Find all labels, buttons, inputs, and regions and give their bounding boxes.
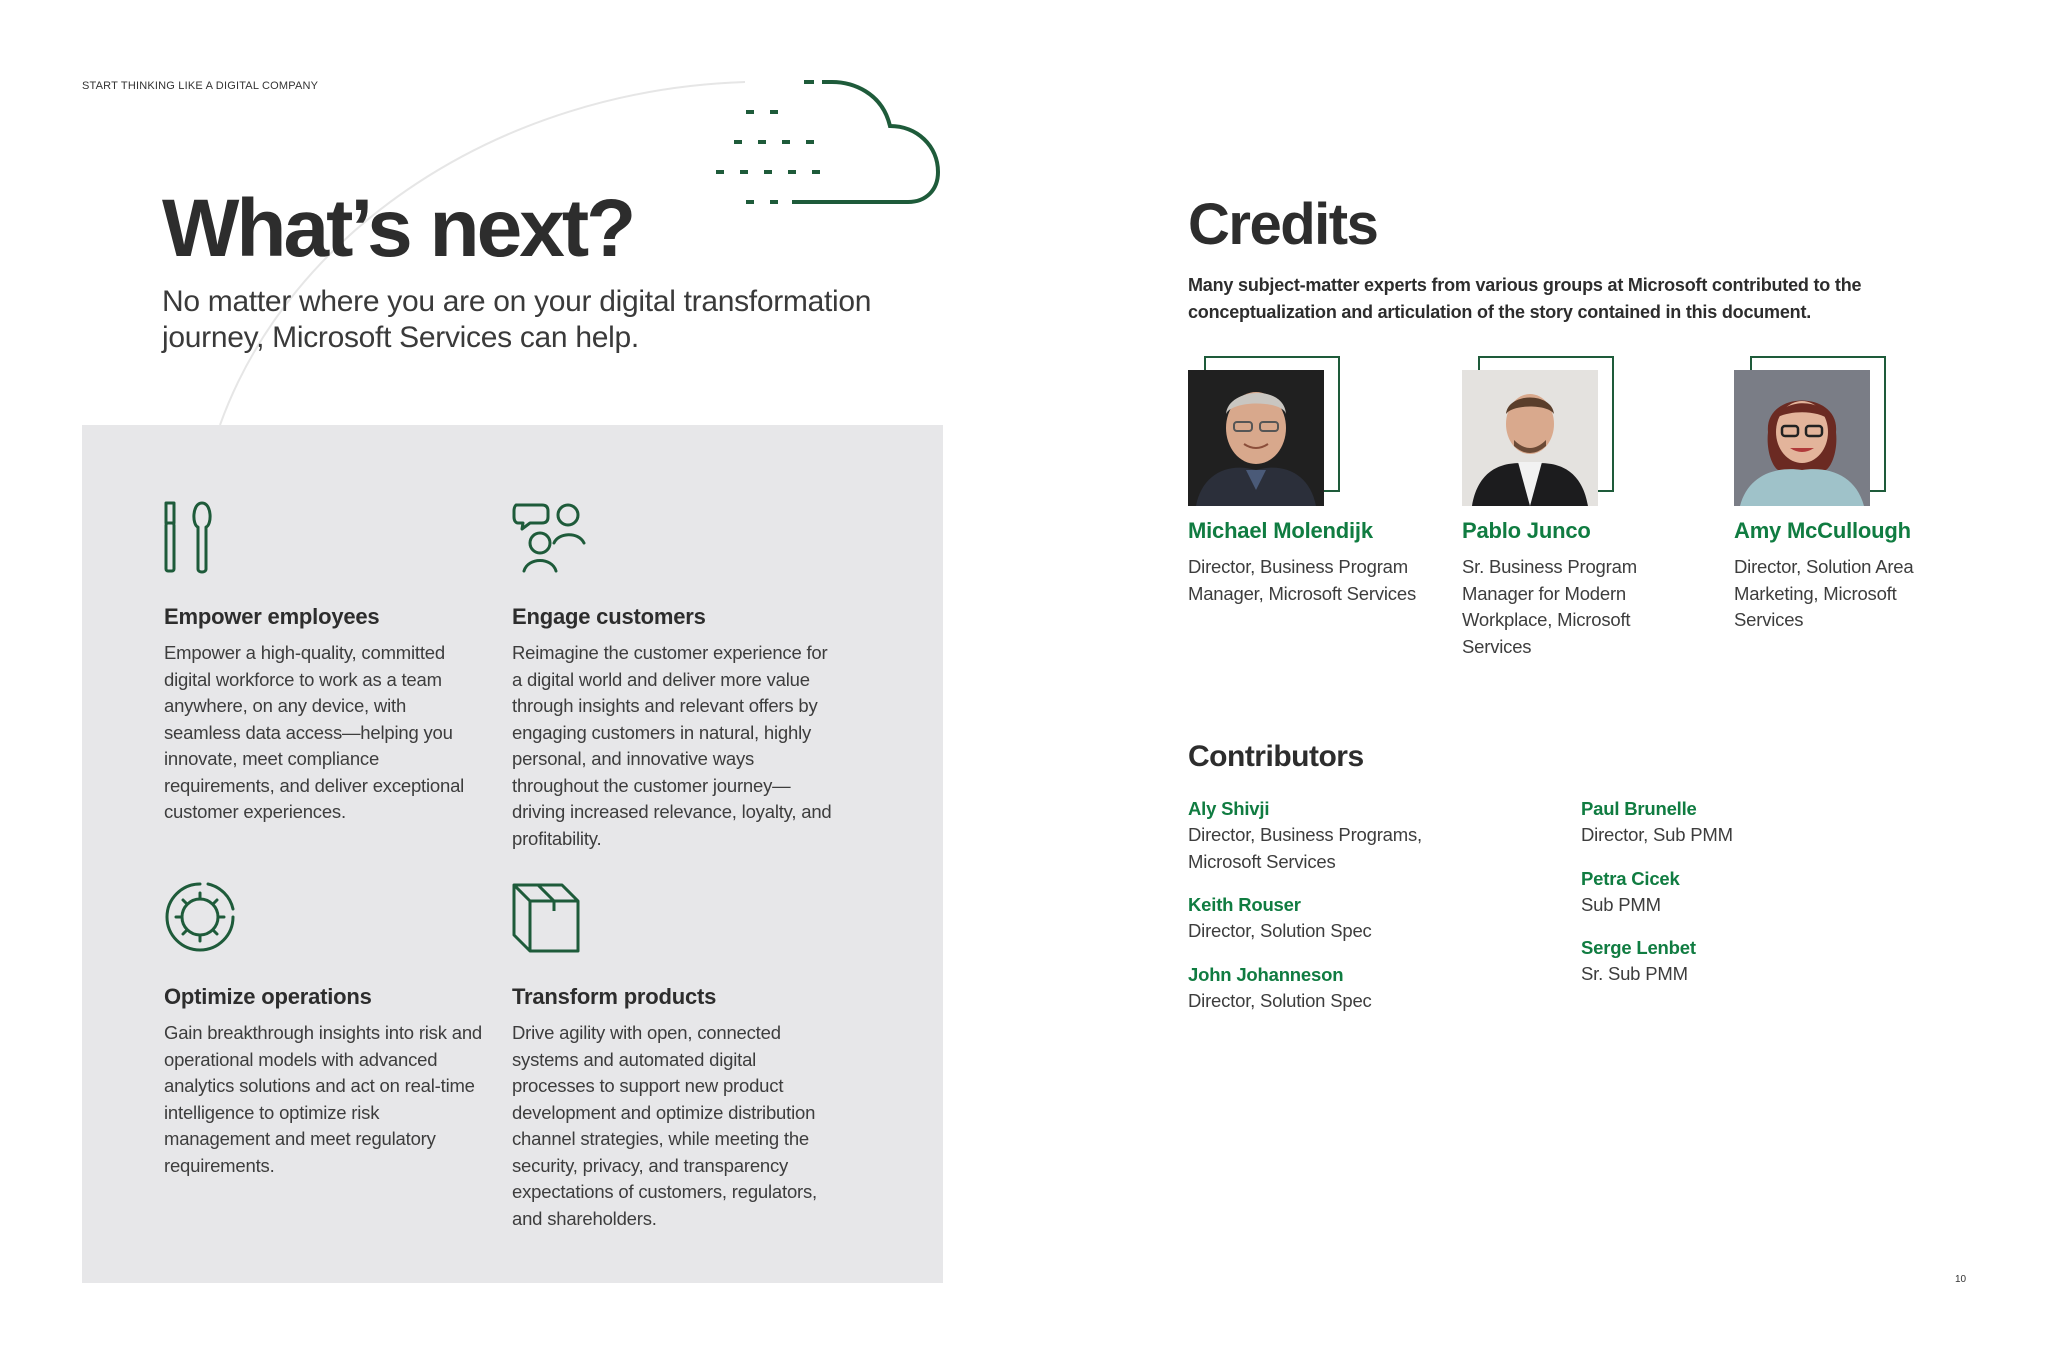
- card-heading: Engage customers: [512, 604, 706, 629]
- card-heading: Empower employees: [164, 604, 380, 629]
- contributor-role: Sub PMM: [1581, 893, 1661, 915]
- contributor-role: Director, Business Programs, Microsoft Services: [1188, 824, 1422, 872]
- contributor-name: Petra Cicek: [1581, 867, 1680, 889]
- credit-person: [1734, 356, 1944, 634]
- contributor-item: [1188, 962, 1548, 1015]
- contributors-title: Contributors: [1188, 740, 1364, 773]
- contributor-name: Keith Rouser: [1188, 894, 1301, 915]
- box-icon: [512, 881, 592, 961]
- credits-title: Credits: [1188, 192, 1378, 257]
- portrait-frame: [1734, 356, 1884, 506]
- eyebrow-text: START THINKING LIKE A DIGITAL COMPANY: [82, 80, 319, 92]
- page-subtitle: No matter where you are on your digital transformation journey, Microsoft Services can help.: [162, 285, 872, 354]
- contributors-column-2: [1581, 796, 1941, 1005]
- contributor-item: [1581, 935, 1941, 988]
- card-body: Drive agility with open, connected systems and automated digital processes to support new product development and optimize distribution channel strategies, while meeting the security, privacy, and transparency expectations of customers, regulators, and shareholders.: [512, 1022, 817, 1229]
- person-role: Director, Solution Area Marketing, Microsoft Services: [1734, 556, 1914, 630]
- page-title: What’s next?: [162, 183, 634, 274]
- card-empower-employees: [164, 501, 484, 826]
- contributor-item: [1188, 892, 1548, 945]
- card-heading: Optimize operations: [164, 984, 372, 1009]
- chat-people-icon: [512, 501, 592, 581]
- contributor-name: Serge Lenbet: [1581, 937, 1696, 958]
- contributor-role: Sr. Sub PMM: [1581, 963, 1688, 984]
- portrait-photo: [1188, 370, 1324, 506]
- card-optimize-operations: [164, 881, 484, 1179]
- card-body: Gain breakthrough insights into risk and operational models with advanced analytics solutions and act on real-time intelligence to optimize risk management and meet regulatory requirements.: [164, 1022, 482, 1176]
- gear-cycle-icon: [164, 881, 244, 961]
- contributor-role: Director, Solution Spec: [1188, 920, 1372, 941]
- contributor-name: Aly Shivji: [1188, 798, 1270, 819]
- services-panel: [82, 425, 943, 1283]
- tools-icon: [164, 501, 244, 581]
- portrait-photo: [1734, 370, 1870, 506]
- person-name: Pablo Junco: [1462, 518, 1591, 543]
- person-name: Amy McCullough: [1734, 518, 1911, 543]
- card-body: Reimagine the customer experience for a digital world and deliver more value through insights and relevant offers by engaging customers in natural, highly personal, and innovative ways throughout the customer journey—driving increased relevance, loyalty, and profitability.: [512, 642, 832, 849]
- person-name: Michael Molendijk: [1188, 518, 1373, 543]
- contributor-name: Paul Brunelle: [1581, 798, 1697, 819]
- contributor-item: [1581, 866, 1941, 919]
- contributor-item: [1188, 796, 1548, 875]
- portrait-photo: [1462, 370, 1598, 506]
- card-transform-products: [512, 881, 832, 1232]
- card-body: Empower a high-quality, committed digital workforce to work as a team anywhere, on any device, with seamless data access—helping you innovate, meet compliance requirements, and deliver exceptional customer experiences.: [164, 642, 465, 822]
- credits-intro: Many subject-matter experts from various groups at Microsoft contributed to the conceptualization and articulation of the story contained in this document.: [1188, 275, 1862, 322]
- card-engage-customers: [512, 501, 832, 852]
- contributor-item: [1581, 796, 1941, 849]
- contributor-role: Director, Sub PMM: [1581, 824, 1733, 845]
- cloud-icon: [712, 76, 952, 216]
- person-role: Director, Business Program Manager, Microsoft Services: [1188, 556, 1416, 604]
- person-role: Sr. Business Program Manager for Modern Workplace, Microsoft Services: [1462, 556, 1637, 657]
- page-number: 10: [1955, 1274, 1967, 1285]
- portrait-frame: [1462, 356, 1612, 506]
- portrait-frame: [1188, 356, 1338, 506]
- contributor-role: Director, Solution Spec: [1188, 989, 1372, 1011]
- credit-person: [1188, 356, 1428, 607]
- credit-person: [1462, 356, 1662, 660]
- contributors-column-1: [1188, 796, 1548, 1031]
- card-heading: Transform products: [512, 984, 717, 1009]
- contributor-name: John Johanneson: [1188, 963, 1344, 985]
